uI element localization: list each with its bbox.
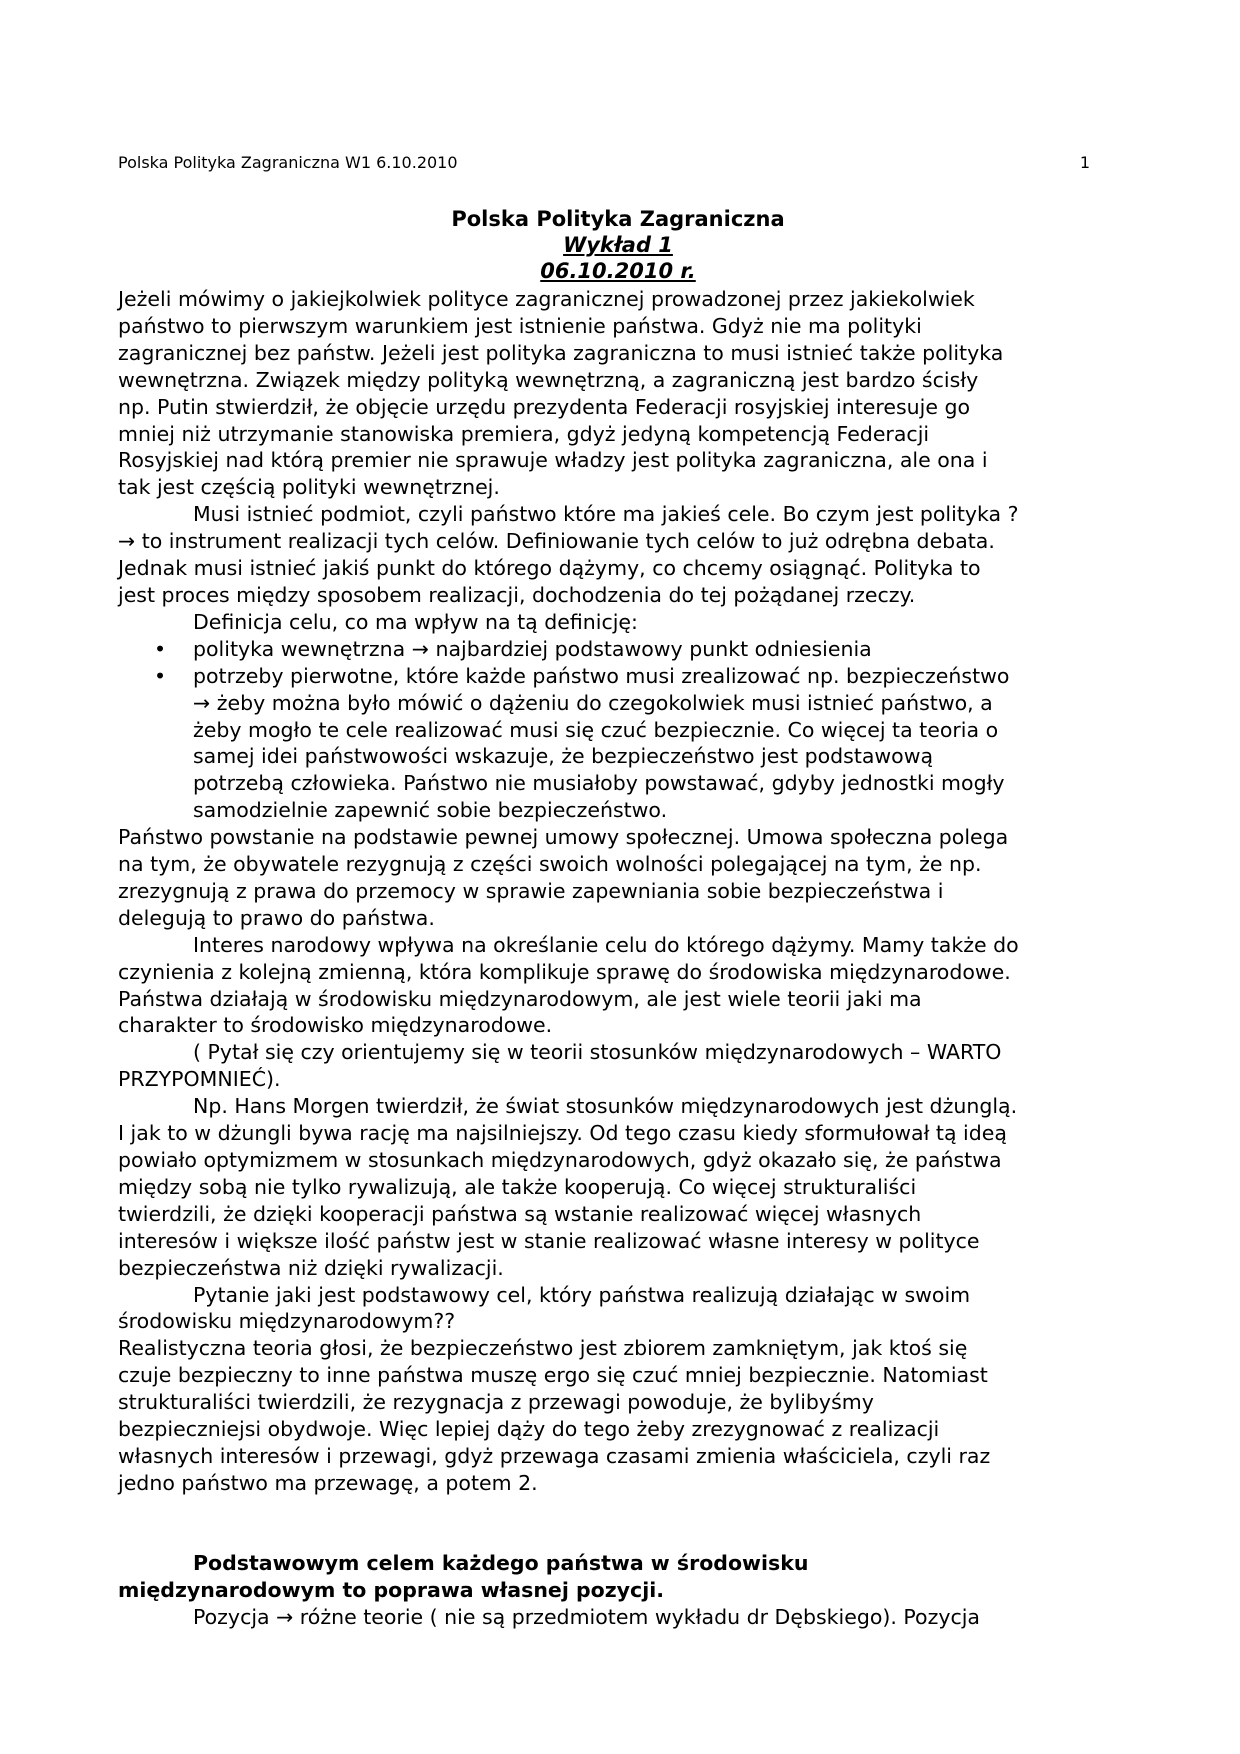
- text-line: Pytanie jaki jest podstawowy cel, który państwa realizują działając w swoim: [193, 1282, 971, 1307]
- spacer: [118, 1497, 1118, 1550]
- text-line: PRZYPOMNIEĆ).: [118, 1067, 281, 1092]
- text-line: twierdzili, że dzięki kooperacji państwa są wstanie realizować więcej własnych: [118, 1201, 922, 1226]
- running-title: Polska Polityka Zagraniczna W1 6.10.2010: [118, 153, 458, 172]
- text-line: wewnętrzna. Związek między polityką wewnętrzną, a zagraniczną jest bardzo ścisły: [118, 367, 979, 392]
- text-line: Interes narodowy wpływa na określanie celu do którego dążymy. Mamy także do: [193, 932, 1019, 957]
- running-header: [118, 153, 1090, 173]
- text-line: Rosyjskiej nad którą premier nie sprawuje władzy jest polityka zagraniczna, ale ona i: [118, 448, 988, 473]
- paragraph-5: [118, 932, 1118, 1040]
- text-line: strukturaliści twierdzili, że rezygnacja z przewagi powoduje, że bylibyśmy: [118, 1390, 874, 1415]
- text-line: charakter to środowisko międzynarodowe.: [118, 1013, 553, 1038]
- bullet-marker: •: [154, 636, 167, 661]
- list-item: [118, 663, 1118, 824]
- text-line: interesów i większe ilość państw jest w stanie realizować własne interesy w polityce: [118, 1228, 980, 1253]
- text-line: Państwo powstanie na podstawie pewnej umowy społecznej. Umowa społeczna polega: [118, 825, 1009, 850]
- lecture-date: 06.10.2010 r.: [540, 259, 696, 283]
- text-line: Pozycja → różne teorie ( nie są przedmiotem wykładu dr Dębskiego). Pozycja: [193, 1604, 980, 1629]
- text-line: tak jest częścią polityki wewnętrznej.: [118, 475, 500, 500]
- text-line: na tym, że obywatele rezygnują z części swoich wolności polegającej na tym, że np.: [118, 852, 982, 877]
- text-line: własnych interesów i przewagi, gdyż przewaga czasami zmienia właściciela, czyli raz: [118, 1443, 991, 1468]
- document-title-block: [118, 206, 1118, 284]
- paragraph-9: [118, 1335, 1118, 1496]
- text-line: Musi istnieć podmiot, czyli państwo które ma jakieś cele. Bo czym jest polityka ?: [193, 502, 1019, 527]
- text-line: Jednak musi istnieć jakiś punkt do którego dążymy, co chcemy osiągnąć. Polityka to: [118, 556, 981, 581]
- text-line: potrzebą człowieka. Państwo nie musiałoby powstawać, gdyby jednostki mogły: [193, 771, 1005, 796]
- text-line: bezpieczniejsi obydwoje. Więc lepiej dąży do tego żeby zrezygnować z realizacji: [118, 1417, 940, 1442]
- paragraph-10: [118, 1604, 1118, 1631]
- text-line: I jak to w dżungli bywa rację ma najsilniejszy. Od tego czasu kiedy sformułował tą ideą: [118, 1121, 1007, 1146]
- text-line: Definicja celu, co ma wpływ na tą definicję:: [193, 609, 638, 634]
- text-line: zagranicznej bez państw. Jeżeli jest polityka zagraniczna to musi istnieć także polityka: [118, 340, 1004, 365]
- paragraph-3: [118, 609, 1118, 636]
- bullet-marker: •: [154, 663, 167, 688]
- text-line: jest proces między sposobem realizacji, dochodzenia do tej pożądanej rzeczy.: [118, 582, 916, 607]
- text-line: → to instrument realizacji tych celów. Definiowanie tych celów to już odrębna debata.: [118, 529, 995, 554]
- text-line: np. Putin stwierdził, że objęcie urzędu prezydenta Federacji rosyjskiej interesuje go: [118, 394, 971, 419]
- text-line: powiało optymizmem w stosunkach międzynarodowych, gdyż okazało się, że państwa: [118, 1148, 1002, 1172]
- page-number: 1: [1079, 153, 1090, 172]
- text-line: międzynarodowym to poprawa własnej pozycji.: [118, 1577, 665, 1602]
- text-line: samodzielnie zapewnić sobie bezpieczeństwo.: [193, 798, 668, 823]
- text-line: zrezygnują z prawa do przemocy w sprawie zapewniania sobie bezpieczeństwa i: [118, 878, 944, 903]
- paragraph-7: [118, 1093, 1118, 1281]
- text-line: polityka wewnętrzna → najbardziej podstawowy punkt odniesienia: [193, 636, 872, 661]
- section-heading: [118, 1550, 1118, 1604]
- paragraph-8: [118, 1282, 1118, 1336]
- document-title: Polska Polityka Zagraniczna: [451, 207, 785, 231]
- text-line: Np. Hans Morgen twierdził, że świat stosunków międzynarodowych jest dżunglą.: [193, 1094, 1018, 1119]
- lecture-number: Wykład 1: [563, 233, 673, 257]
- text-line: między sobą nie tylko rywalizują, ale także kooperują. Co więcej strukturaliści: [118, 1174, 917, 1199]
- paragraph-1: [118, 286, 1118, 501]
- list-item: [118, 636, 1118, 663]
- text-line: → żeby można było mówić o dążeniu do czegokolwiek musi istnieć państwo, a: [193, 690, 993, 715]
- bullet-list: [118, 636, 1118, 824]
- text-line: delegują to prawo do państwa.: [118, 905, 435, 930]
- text-line: Realistyczna teoria głosi, że bezpieczeństwo jest zbiorem zamkniętym, jak ktoś się: [118, 1336, 968, 1361]
- paragraph-6: [118, 1039, 1118, 1093]
- text-line: państwo to pierwszym warunkiem jest istnienie państwa. Gdyż nie ma polityki: [118, 313, 922, 338]
- paragraph-2: [118, 501, 1118, 609]
- text-line: żeby mogło te cele realizować musi się czuć bezpiecznie. Co więcej ta teoria o: [193, 717, 999, 742]
- text-line: bezpieczeństwa niż dzięki rywalizacji.: [118, 1255, 504, 1280]
- text-line: czynienia z kolejną zmienną, która komplikuje sprawę do środowiska międzynarodowe.: [118, 959, 1011, 984]
- text-line: mniej niż utrzymanie stanowiska premiera, gdyż jedyną kompetencją Federacji: [118, 421, 930, 446]
- text-line: środowisku międzynarodowym??: [118, 1309, 456, 1334]
- document-body: [118, 286, 1118, 1631]
- text-line: Jeżeli mówimy o jakiejkolwiek polityce zagranicznej prowadzonej przez jakiekolwiek: [118, 287, 975, 311]
- text-line: jedno państwo ma przewagę, a potem 2.: [118, 1470, 538, 1495]
- text-line: czuje bezpieczny to inne państwa muszę ergo się czuć mniej bezpiecznie. Natomiast: [118, 1363, 988, 1388]
- text-line: ( Pytał się czy orientujemy się w teorii stosunków międzynarodowych – WARTO: [193, 1040, 1002, 1065]
- text-line: Państwa działają w środowisku międzynarodowym, ale jest wiele teorii jaki ma: [118, 986, 922, 1011]
- text-line: samej idei państwowości wskazuje, że bezpieczeństwo jest podstawową: [193, 744, 934, 769]
- paragraph-4: [118, 824, 1118, 932]
- text-line: potrzeby pierwotne, które każde państwo musi zrealizować np. bezpieczeństwo: [193, 663, 1010, 688]
- text-line: Podstawowym celem każdego państwa w środowisku: [193, 1550, 809, 1575]
